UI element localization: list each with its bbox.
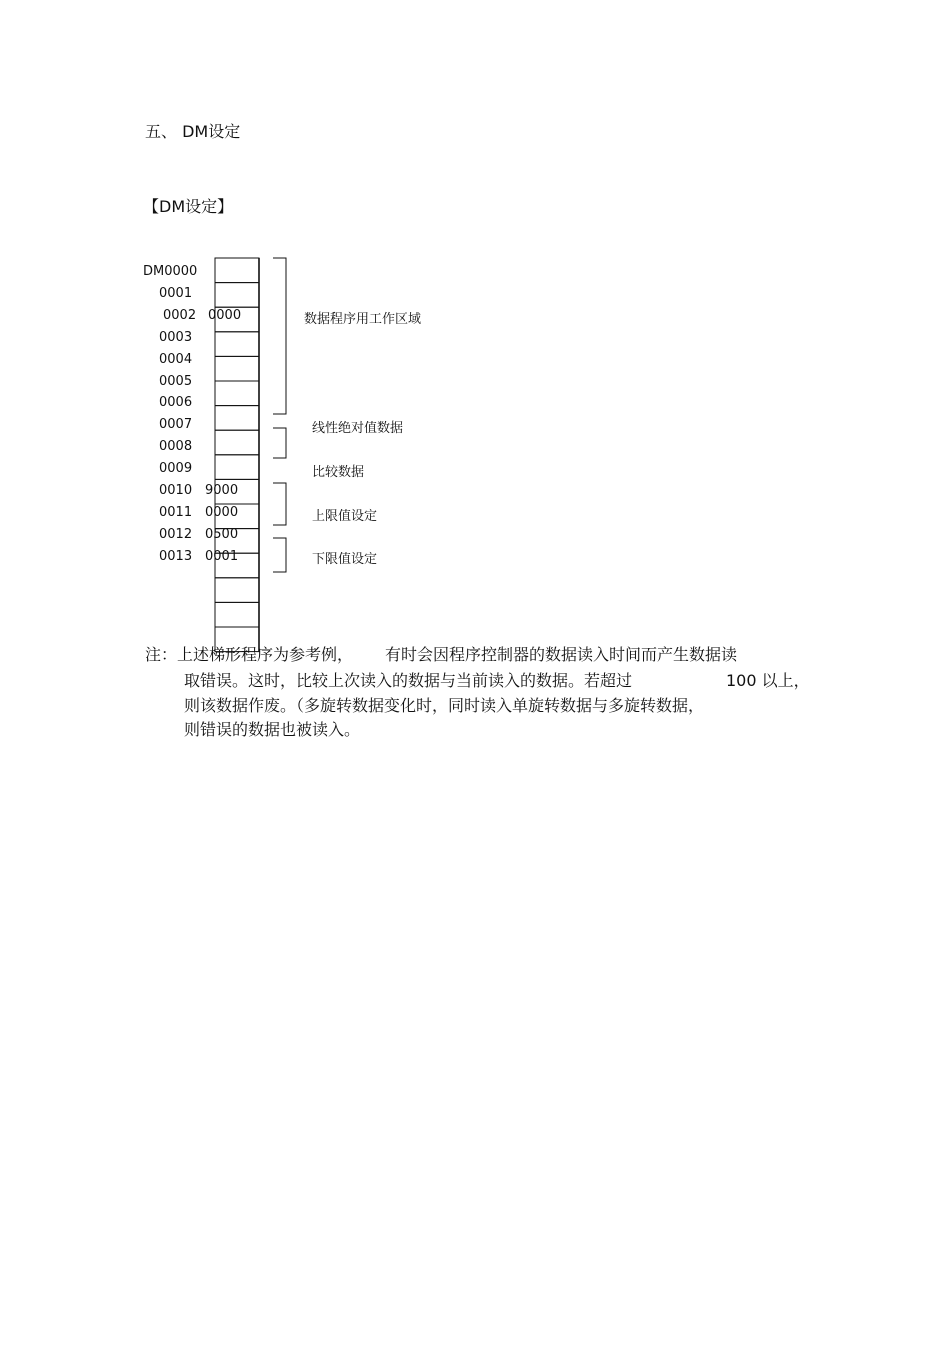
bracket-upper-limit [273, 483, 286, 525]
dm-address: 0013 [159, 548, 193, 564]
dm-address: 0011 [159, 504, 193, 520]
dm-address: DM0000 [143, 264, 198, 279]
region-label-compare-data: 比较数据 [312, 465, 365, 480]
dm-address: 0012 [159, 526, 193, 542]
bracket-linear-data [273, 428, 286, 458]
region-brackets [273, 258, 286, 572]
dm-address: 0005 [159, 373, 193, 389]
dm-address: 0004 [159, 351, 193, 367]
dm-address: 0008 [159, 439, 193, 455]
dm-value: 0000 [208, 307, 242, 323]
dm-cell [215, 283, 259, 308]
section-heading: 五、 DM设定 [145, 122, 241, 141]
dm-address: 0010 [159, 483, 193, 498]
note-line-2a: 取错误。这时，比较上次读入的数据与当前读入的数据。若超过 [184, 671, 633, 690]
dm-cell [215, 602, 259, 627]
note-line-4: 则错误的数据也被读入。 [184, 720, 361, 739]
bracket-work-area [273, 258, 286, 414]
region-label-work-area: 数据程序用工作区域 [304, 312, 422, 327]
dm-address: 0001 [159, 285, 193, 301]
note-line-1a: 注：上述梯形程序为参考例， [145, 645, 354, 664]
note-line-3: 则该数据作废。（多旋转数据变化时，同时读入单旋转数据与多旋转数据， [184, 696, 705, 715]
dm-address: 0002 [163, 307, 197, 323]
note-line-1b: 有时会因程序控制器的数据读入时间而产生数据读 [385, 645, 738, 664]
dm-address: 0006 [159, 395, 193, 411]
note-line-2b: 100 以上， [726, 671, 810, 690]
dm-value: 9000 [205, 483, 239, 498]
dm-cell [215, 430, 259, 455]
dm-value: 0001 [205, 548, 239, 564]
dm-address: 0009 [159, 461, 193, 477]
dm-address: 0007 [159, 417, 193, 433]
bracket-lower-limit [273, 538, 286, 572]
region-label-lower-limit: 下限值设定 [312, 552, 378, 567]
dm-cell [215, 356, 259, 381]
dm-cell [215, 258, 259, 283]
dm-address: 0003 [159, 329, 193, 345]
dm-cell [215, 381, 259, 406]
region-label-upper-limit: 上限值设定 [312, 509, 378, 524]
dm-cell [215, 332, 259, 357]
dm-cell [215, 406, 259, 431]
sub-heading: 【DM设定】 [143, 197, 234, 216]
dm-value: 0000 [205, 504, 239, 520]
dm-value: 0500 [205, 526, 239, 542]
region-label-linear-data: 线性绝对值数据 [312, 421, 404, 436]
dm-cell [215, 455, 259, 480]
dm-cell [215, 578, 259, 603]
